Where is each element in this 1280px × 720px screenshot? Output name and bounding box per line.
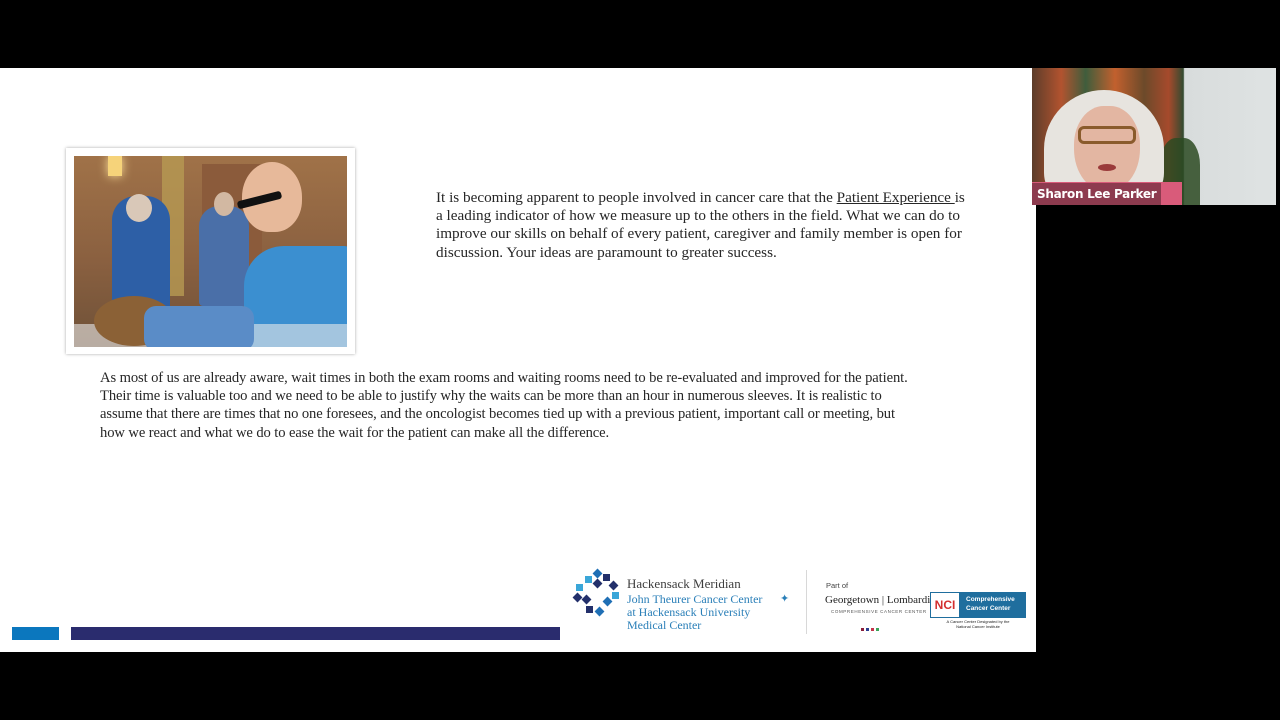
medical-exam-photo <box>74 156 347 347</box>
hackensack-logo-mark-icon <box>574 570 620 616</box>
nci-logo <box>930 592 1026 618</box>
nci-badge: NCI <box>930 592 960 618</box>
hm-logo-line-2: John Theurer Cancer Center <box>627 592 763 606</box>
photo-nurse-right <box>199 206 249 306</box>
hm-logo-line-4: Medical Center <box>627 618 702 632</box>
georgetown-dots-icon <box>861 618 881 636</box>
nci-sub-line-2: National Cancer Institute <box>956 624 1000 629</box>
nci-text-line-2: Cancer Center <box>966 604 1011 612</box>
intro-text-before: It is becoming apparent to people involved in cancer care that the <box>436 189 837 206</box>
footer-accent-bar-long <box>71 627 560 640</box>
nci-logo-text <box>966 596 1015 613</box>
hackensack-meridian-logo <box>574 568 799 634</box>
hm-logo-title: Hackensack Meridian <box>627 576 741 591</box>
sprout-icon: ✦ <box>780 593 790 605</box>
video-participant-face <box>1074 106 1140 192</box>
video-participant-glasses <box>1078 126 1136 144</box>
nci-text-line-1: Comprehensive <box>966 596 1015 603</box>
georgetown-lombardi-logo: Georgetown | Lombardi <box>825 594 931 606</box>
slide-photo-frame <box>66 148 355 354</box>
presentation-slide <box>0 68 1036 652</box>
photo-nurse-left-head <box>126 194 152 222</box>
photo-lamp <box>108 156 122 176</box>
footer-accent-bar-small <box>12 627 59 640</box>
participant-video-tile[interactable] <box>1032 68 1276 205</box>
intro-text-after: is a leading indicator of how we measure up to the others in the field. What we can do to improve our skills on behalf of every patient, caregiver and family member is open for discussion. Your ideas are paramount to greater success. <box>436 189 965 261</box>
photo-nurse-right-head <box>214 192 234 216</box>
logo-divider <box>806 570 807 634</box>
video-participant-mouth <box>1098 164 1116 171</box>
photo-drape <box>144 306 254 347</box>
nci-sub-line-1: A Cancer Center Designated by the <box>946 619 1010 624</box>
nci-designation <box>930 619 1026 629</box>
part-of-label: Part of <box>826 581 849 590</box>
intro-paragraph <box>436 189 966 262</box>
patient-experience-link[interactable]: Patient Experience <box>836 189 955 206</box>
participant-name-label: Sharon Lee Parker <box>1032 183 1161 205</box>
body-paragraph: As most of us are already aware, wait times in both the exam rooms and waiting rooms need to be re-evaluated and improved for the patient. Their time is valuable too and we need to be able to justify why the waits can be more than an hour in numerous sleeves. It is realistic to assume that there are times that no one foresees, and the oncologist becomes tied up with a previous patient, important call or meeting, but how we react and what we do to ease the wait for the patient can make all the difference. <box>100 370 908 441</box>
hm-logo-line-3: at Hackensack University <box>627 605 751 619</box>
georgetown-subtitle: COMPREHENSIVE CANCER CENTER <box>831 609 927 614</box>
